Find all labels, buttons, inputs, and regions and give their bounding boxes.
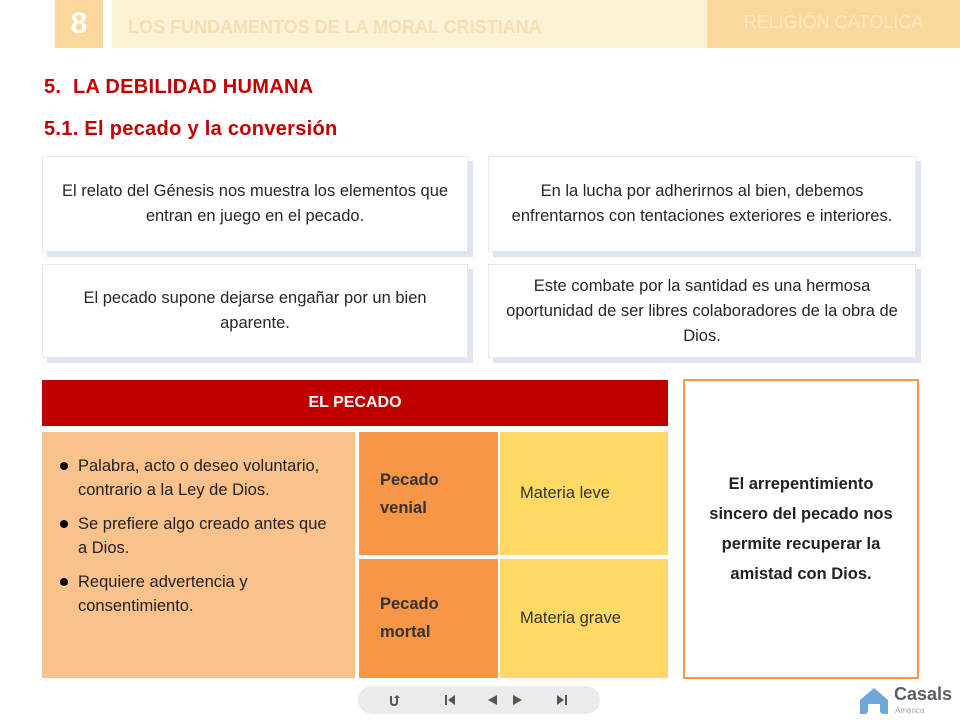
casals-logo-icon [858,686,890,716]
pecado-venial-cell [359,432,498,555]
list-item-text: Palabra, acto o deseo voluntario, contrario a la Ley de Dios. [78,457,320,499]
bullet-dot-icon [60,578,68,586]
casals-logo [856,684,960,720]
list-item [60,454,339,502]
section-title: 5. LA DEBILIDAD HUMANA [44,76,314,98]
list-item [60,512,339,560]
note-text: El relato del Génesis nos muestra los elementos que entran en juego en el pecado. [61,182,449,225]
list-item-text: Se prefiere algo creado antes que a Dios. [78,515,327,557]
unit-title: LOS FUNDAMENTOS DE LA MORAL CRISTIANA [112,0,707,48]
note-genesis [42,156,468,252]
bullet-dot-icon [60,462,68,470]
note-text: En la lucha por adherirnos al bien, debemos enfrentarnos con tentaciones exteriores e interiores. [511,182,893,225]
slide-navigation [358,686,600,714]
pecado-header: EL PECADO [42,380,668,426]
next-slide-button[interactable] [508,690,528,710]
return-button[interactable] [384,690,404,710]
note-text: Este combate por la santidad es una hermosa oportunidad de ser libres colaboradores de la obra de Dios. [506,276,898,345]
pecado-type-label: Pecado venial [380,471,439,517]
materia-label: Materia grave [520,609,621,627]
materia-leve-cell [500,432,668,555]
note-tentaciones [488,156,916,252]
pecado-mortal-cell [359,559,498,678]
pecado-type-label: Pecado mortal [380,595,439,641]
bullet-dot-icon [60,520,68,528]
previous-slide-button[interactable] [482,690,502,710]
triangle-right-icon [511,693,525,707]
note-santidad [488,264,916,358]
materia-label: Materia leve [520,484,610,502]
repentance-text: El arrepentimiento sincero del pecado nos permite recuperar la amistad con Dios. [709,475,893,583]
first-slide-button[interactable] [440,690,460,710]
note-text: El pecado supone dejarse engañar por un bien aparente. [83,289,427,332]
subsection-title: 5.1. El pecado y la conversión [44,118,338,140]
skip-forward-icon [555,693,569,707]
unit-number: 8 [55,0,103,48]
list-item [60,570,339,618]
list-item-text: Requiere advertencia y consentimiento. [78,573,248,615]
repentance-box [683,379,919,679]
triangle-left-icon [485,693,499,707]
logo-tagline: América [895,706,925,715]
skip-back-icon [443,693,457,707]
subject-label: RELIGIÓN CATÓLICA [707,0,960,48]
materia-grave-cell [500,559,668,678]
pecado-definition-list [42,432,355,678]
note-engano [42,264,468,358]
logo-name: Casals [894,684,953,704]
last-slide-button[interactable] [552,690,572,710]
return-icon [387,693,401,707]
